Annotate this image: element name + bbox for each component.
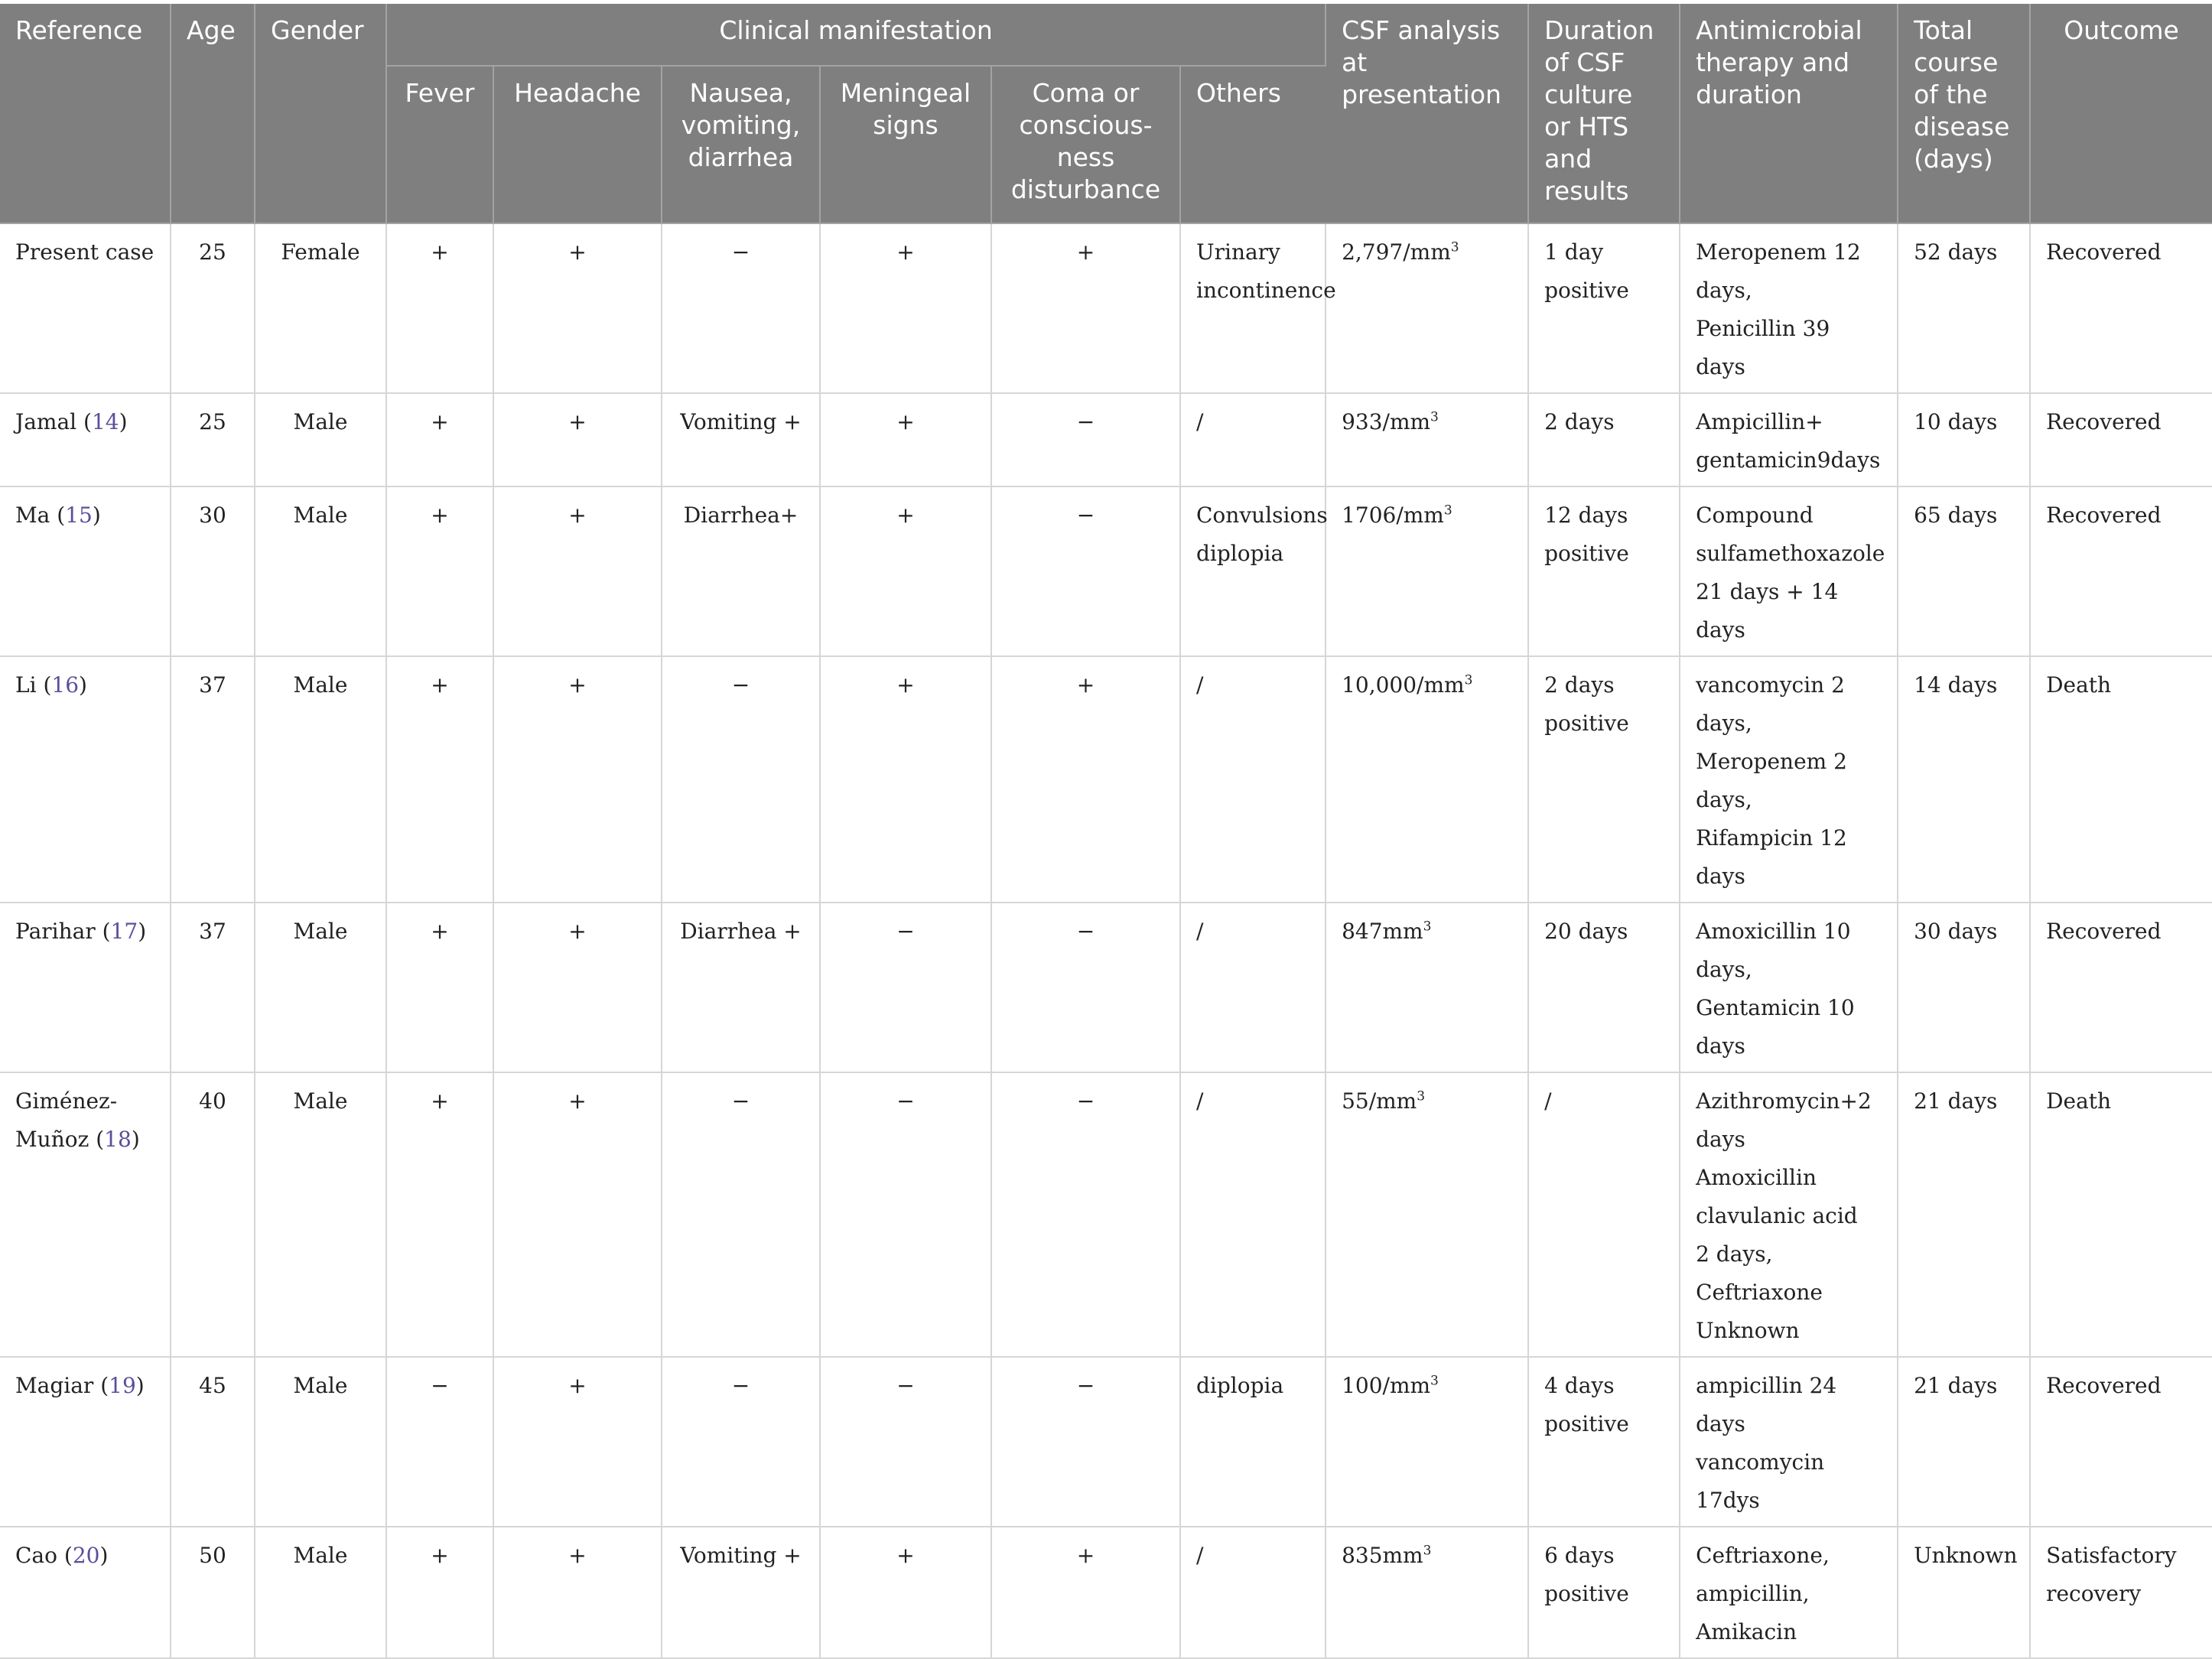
cell-others: / [1180,1527,1326,1658]
cell-outcome: Recovered [2030,1357,2212,1527]
cell-outcome: Death [2030,656,2212,903]
cell-total-course: Unknown [1898,1527,2030,1658]
cell-antimicrobial: Ceftriaxone, ampicillin, Amikacin [1680,1527,1898,1658]
cell-meningeal-signs: − [820,903,991,1072]
cell-total-course: 65 days [1898,486,2030,656]
cell-duration: 20 days [1528,903,1680,1072]
cell-headache: + [493,1357,662,1527]
table-body [0,223,2212,1658]
header-total-course: Total course of the disease (days) [1898,4,2030,223]
cell-others: / [1180,1072,1326,1357]
cell-headache: + [493,1527,662,1658]
cell-total-course: 21 days [1898,1357,2030,1527]
cell-gender: Male [255,1072,386,1357]
cell-outcome: Recovered [2030,393,2212,486]
cell-nausea: Diarrhea + [662,903,820,1072]
cell-antimicrobial: Azithromycin+2 days Amoxicillin clavulanic acid 2 days, Ceftriaxone Unknown [1680,1072,1898,1357]
cell-reference: Giménez- Muñoz (18) [0,1072,171,1357]
cell-coma: − [991,1072,1180,1357]
cell-outcome: Recovered [2030,903,2212,1072]
cell-outcome: Satisfactory recovery [2030,1527,2212,1658]
cell-duration: 4 days positive [1528,1357,1680,1527]
cell-gender: Male [255,656,386,903]
header-clinical-manifestation: Clinical manifestation [386,4,1326,66]
cell-fever: + [386,1527,493,1658]
cell-coma: − [991,903,1180,1072]
cell-age: 25 [171,393,255,486]
table-header [0,4,2212,223]
cell-meningeal-signs: + [820,393,991,486]
table-row [0,903,2212,1072]
cell-fever: + [386,486,493,656]
cell-csf-analysis: $847mm^3$ [1326,903,1528,1072]
cell-csf-analysis: $933/mm^3$ [1326,393,1528,486]
cell-nausea: − [662,223,820,393]
cell-duration: 2 days [1528,393,1680,486]
cell-csf-analysis: $1706/mm^3$ [1326,486,1528,656]
cell-age: 37 [171,903,255,1072]
cell-total-course: 21 days [1898,1072,2030,1357]
cell-csf-analysis: $835mm^3$ [1326,1527,1528,1658]
cell-csf-analysis: $100/mm^3$ [1326,1357,1528,1527]
cell-csf-analysis: $10,000/mm^3$ [1326,656,1528,903]
reference-link[interactable]: 18 [104,1127,132,1152]
table-row [0,223,2212,393]
cell-gender: Male [255,1357,386,1527]
cell-outcome: Death [2030,1072,2212,1357]
clinical-cases-table [0,4,2212,1659]
header-meningeal-signs: Meningeal signs [820,66,991,223]
cell-coma: + [991,656,1180,903]
cell-meningeal-signs: + [820,1527,991,1658]
header-csf-analysis: CSF analysis at presentation [1326,4,1528,223]
cell-others: diplopia [1180,1357,1326,1527]
cell-others: Convulsions diplopia [1180,486,1326,656]
cell-age: 30 [171,486,255,656]
table-row [0,1072,2212,1357]
cell-antimicrobial: vancomycin 2 days, Meropenem 2 days, Rifampicin 12 days [1680,656,1898,903]
cell-gender: Male [255,1527,386,1658]
cell-fever: + [386,223,493,393]
cell-fever: + [386,903,493,1072]
cell-duration: 6 days positive [1528,1527,1680,1658]
cell-nausea: − [662,1357,820,1527]
reference-link[interactable]: 15 [65,503,93,528]
cell-headache: + [493,223,662,393]
cell-others: / [1180,393,1326,486]
cell-age: 37 [171,656,255,903]
cell-csf-analysis: $55/mm^3$ [1326,1072,1528,1357]
cell-total-course: 14 days [1898,656,2030,903]
cell-meningeal-signs: + [820,486,991,656]
cell-fever: + [386,1072,493,1357]
cell-headache: + [493,393,662,486]
reference-link[interactable]: 16 [51,672,80,698]
header-age: Age [171,4,255,223]
cell-antimicrobial: Compound sulfamethoxazole 21 days + 14 days [1680,486,1898,656]
cell-total-course: 30 days [1898,903,2030,1072]
cell-coma: + [991,223,1180,393]
cell-antimicrobial: Meropenem 12 days, Penicillin 39 days [1680,223,1898,393]
cell-csf-analysis: $2,797/mm^3$ [1326,223,1528,393]
cell-age: 45 [171,1357,255,1527]
cell-reference: Ma (15) [0,486,171,656]
cell-reference: Present case [0,223,171,393]
cell-headache: + [493,1072,662,1357]
reference-link[interactable]: 20 [72,1543,100,1568]
cell-nausea: Vomiting + [662,1527,820,1658]
cell-age: 25 [171,223,255,393]
header-headache: Headache [493,66,662,223]
header-outcome: Outcome [2030,4,2212,223]
cell-age: 50 [171,1527,255,1658]
cell-headache: + [493,656,662,903]
cell-meningeal-signs: + [820,656,991,903]
cell-nausea: Vomiting + [662,393,820,486]
cell-fever: − [386,1357,493,1527]
cell-others: / [1180,903,1326,1072]
cell-reference: Li (16) [0,656,171,903]
cell-reference: Jamal (14) [0,393,171,486]
reference-link[interactable]: 14 [91,409,119,434]
cell-nausea: − [662,656,820,903]
header-reference: Reference [0,4,171,223]
reference-link[interactable]: 17 [110,919,138,944]
cell-coma: − [991,393,1180,486]
cell-coma: + [991,1527,1180,1658]
table-row [0,1527,2212,1658]
cell-reference: Magiar (19) [0,1357,171,1527]
cell-reference: Cao (20) [0,1527,171,1658]
table-row [0,486,2212,656]
cell-gender: Male [255,486,386,656]
cell-meningeal-signs: − [820,1072,991,1357]
cell-gender: Male [255,903,386,1072]
cell-nausea: − [662,1072,820,1357]
cell-gender: Male [255,393,386,486]
cell-fever: + [386,393,493,486]
header-nausea: Nausea, vomiting, diarrhea [662,66,820,223]
table-row [0,393,2212,486]
header-gender: Gender [255,4,386,223]
cell-fever: + [386,656,493,903]
cell-duration: 1 day positive [1528,223,1680,393]
cell-others: / [1180,656,1326,903]
cell-meningeal-signs: + [820,223,991,393]
cell-total-course: 10 days [1898,393,2030,486]
cell-coma: − [991,1357,1180,1527]
cell-headache: + [493,486,662,656]
cell-meningeal-signs: − [820,1357,991,1527]
cell-age: 40 [171,1072,255,1357]
table-row [0,656,2212,903]
cell-antimicrobial: Ampicillin+ gentamicin9days [1680,393,1898,486]
cell-outcome: Recovered [2030,223,2212,393]
cell-duration: 12 days positive [1528,486,1680,656]
cell-others: Urinary incontinence [1180,223,1326,393]
cell-gender: Female [255,223,386,393]
cell-duration: / [1528,1072,1680,1357]
header-coma: Coma or conscious- ness disturbance [991,66,1180,223]
header-antimicrobial: Antimicrobial therapy and duration [1680,4,1898,223]
cell-antimicrobial: Amoxicillin 10 days, Gentamicin 10 days [1680,903,1898,1072]
header-fever: Fever [386,66,493,223]
cell-headache: + [493,903,662,1072]
cell-duration: 2 days positive [1528,656,1680,903]
header-others: Others [1180,66,1326,223]
reference-link[interactable]: 19 [109,1373,136,1398]
table-row [0,1357,2212,1527]
cell-antimicrobial: ampicillin 24 days vancomycin 17dys [1680,1357,1898,1527]
cell-nausea: Diarrhea+ [662,486,820,656]
cell-coma: − [991,486,1180,656]
cell-outcome: Recovered [2030,486,2212,656]
cell-total-course: 52 days [1898,223,2030,393]
header-duration: Duration of CSF culture or HTS and results [1528,4,1680,223]
cell-reference: Parihar (17) [0,903,171,1072]
